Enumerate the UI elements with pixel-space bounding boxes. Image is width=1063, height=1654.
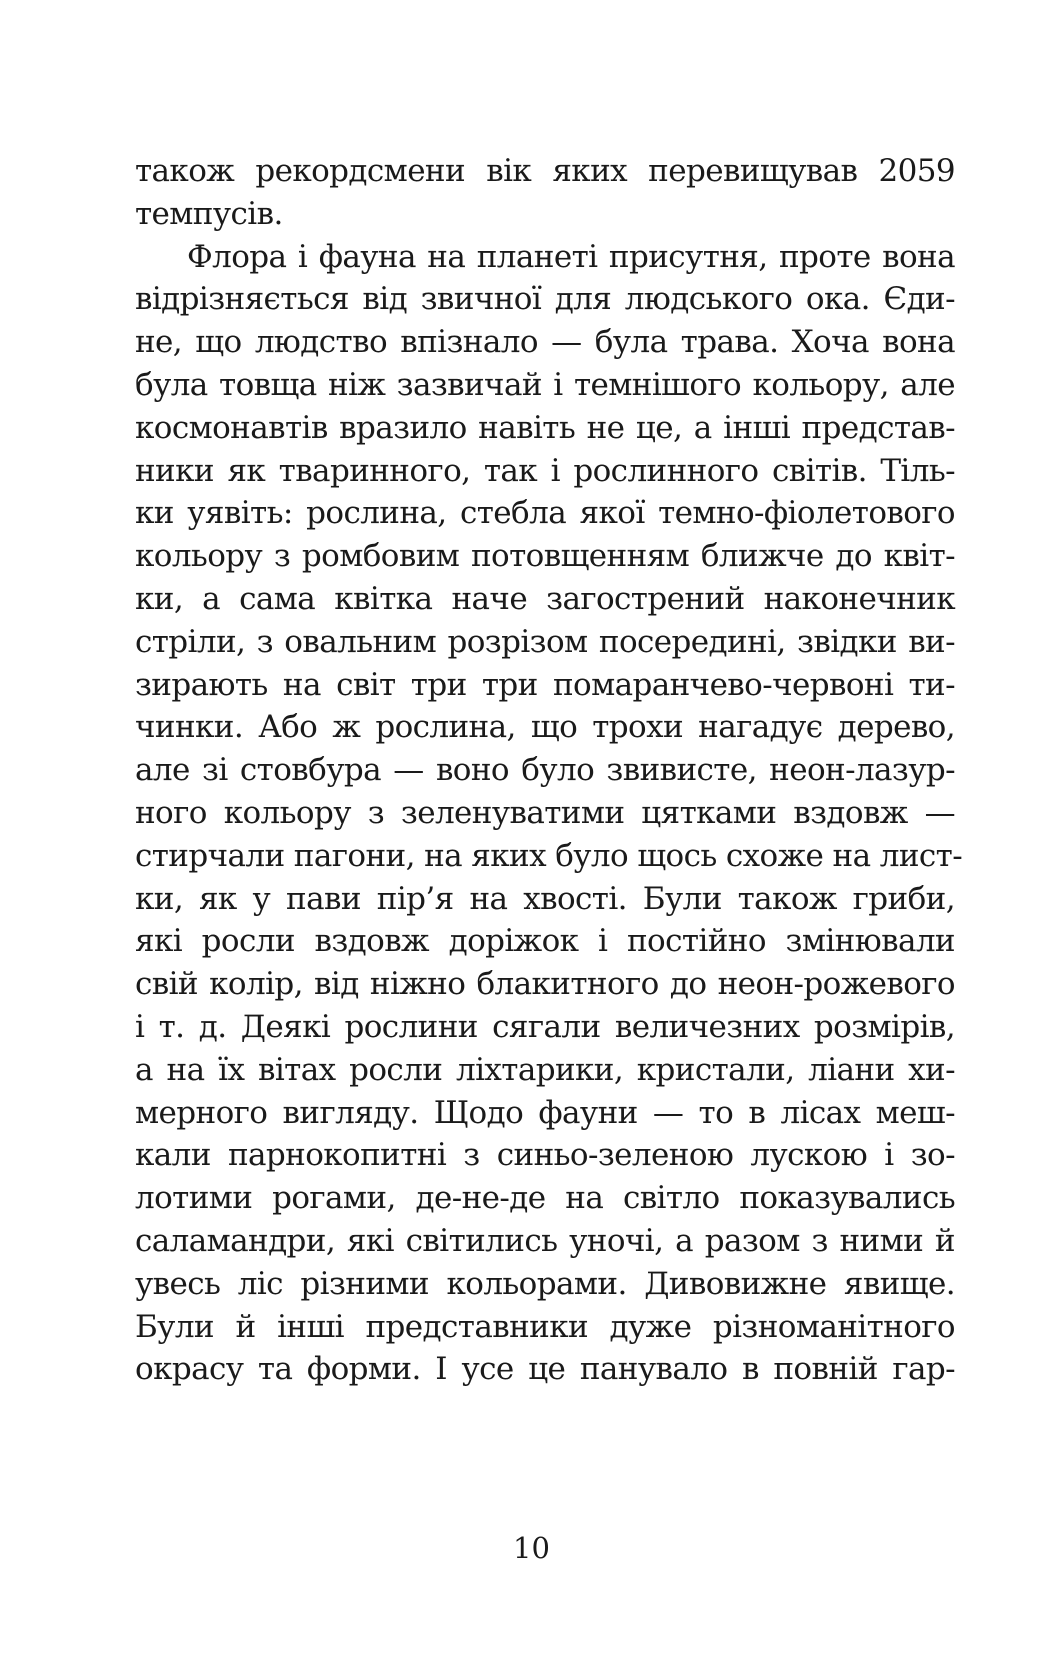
text-line: зирають на світ три три помаранчево-червоні ти- [135, 666, 955, 703]
text-line: саламандри, які світились уночі, а разом з ними й [135, 1222, 955, 1259]
text-line: Флора і фауна на планеті присутня, проте вона [187, 238, 955, 275]
body-text [135, 150, 963, 1391]
text-line: ного кольору з зеленуватими цятками вздовж — [135, 794, 955, 831]
text-line: які росли вздовж доріжок і постійно змінювали [135, 923, 955, 960]
text-line: ки, а сама квітка наче загострений наконечник [135, 580, 955, 617]
text-line: лотими рогами, де-не-де на світло показувались [135, 1180, 955, 1217]
text-line: ки уявіть: рослина, стебла якої темно-фіолетового [135, 495, 955, 532]
text-line: увесь ліс різними кольорами. Дивовижне явище. [135, 1265, 955, 1302]
text-line: стріли, з овальним розрізом посередині, звідки ви- [135, 623, 955, 660]
text-line: темпусів. [135, 195, 283, 232]
text-line: окрасу та форми. І усе це панувало в повній гар- [135, 1351, 955, 1388]
text-line: мерного вигляду. Щодо фауни — то в лісах меш- [135, 1094, 955, 1131]
text-line: відрізняється від звичної для людського ока. Єди- [135, 281, 955, 318]
text-line: свій колір, від ніжно блакитного до неон-рожевого [135, 966, 955, 1003]
text-line: ки, як у пави пір’я на хвості. Були також гриби, [135, 880, 955, 917]
text-line: не, що людство впізнало — була трава. Хоча вона [135, 324, 955, 361]
text-line: а на їх вітах росли ліхтарики, кристали, ліани хи- [135, 1051, 955, 1088]
text-line: також рекордсмени вік яких перевищував 2059 [135, 153, 955, 189]
text-line: ники як тваринного, так і рослинного світів. Тіль- [135, 452, 955, 489]
text-line: Були й інші представники дуже різноманітного [135, 1308, 955, 1345]
text-line: космонавтів вразило навіть не це, а інші представ- [135, 409, 955, 446]
text-line: але зі стовбура — воно було звивисте, неон-лазур- [135, 752, 955, 789]
text-line: стирчали пагони, на яких було щось схоже на лист- [135, 837, 963, 874]
text-line: була товща ніж зазвичай і темнішого кольору, але [135, 366, 955, 403]
text-line: кали парнокопитні з синьо-зеленою лускою і зо- [135, 1137, 955, 1174]
page-number: 10 [513, 1531, 550, 1565]
text-line: і т. д. Деякі рослини сягали величезних розмірів, [135, 1008, 955, 1045]
text-line: кольору з ромбовим потовщенням ближче до квіт- [135, 538, 955, 575]
text-line: чинки. Або ж рослина, що трохи нагадує дерево, [135, 709, 955, 746]
